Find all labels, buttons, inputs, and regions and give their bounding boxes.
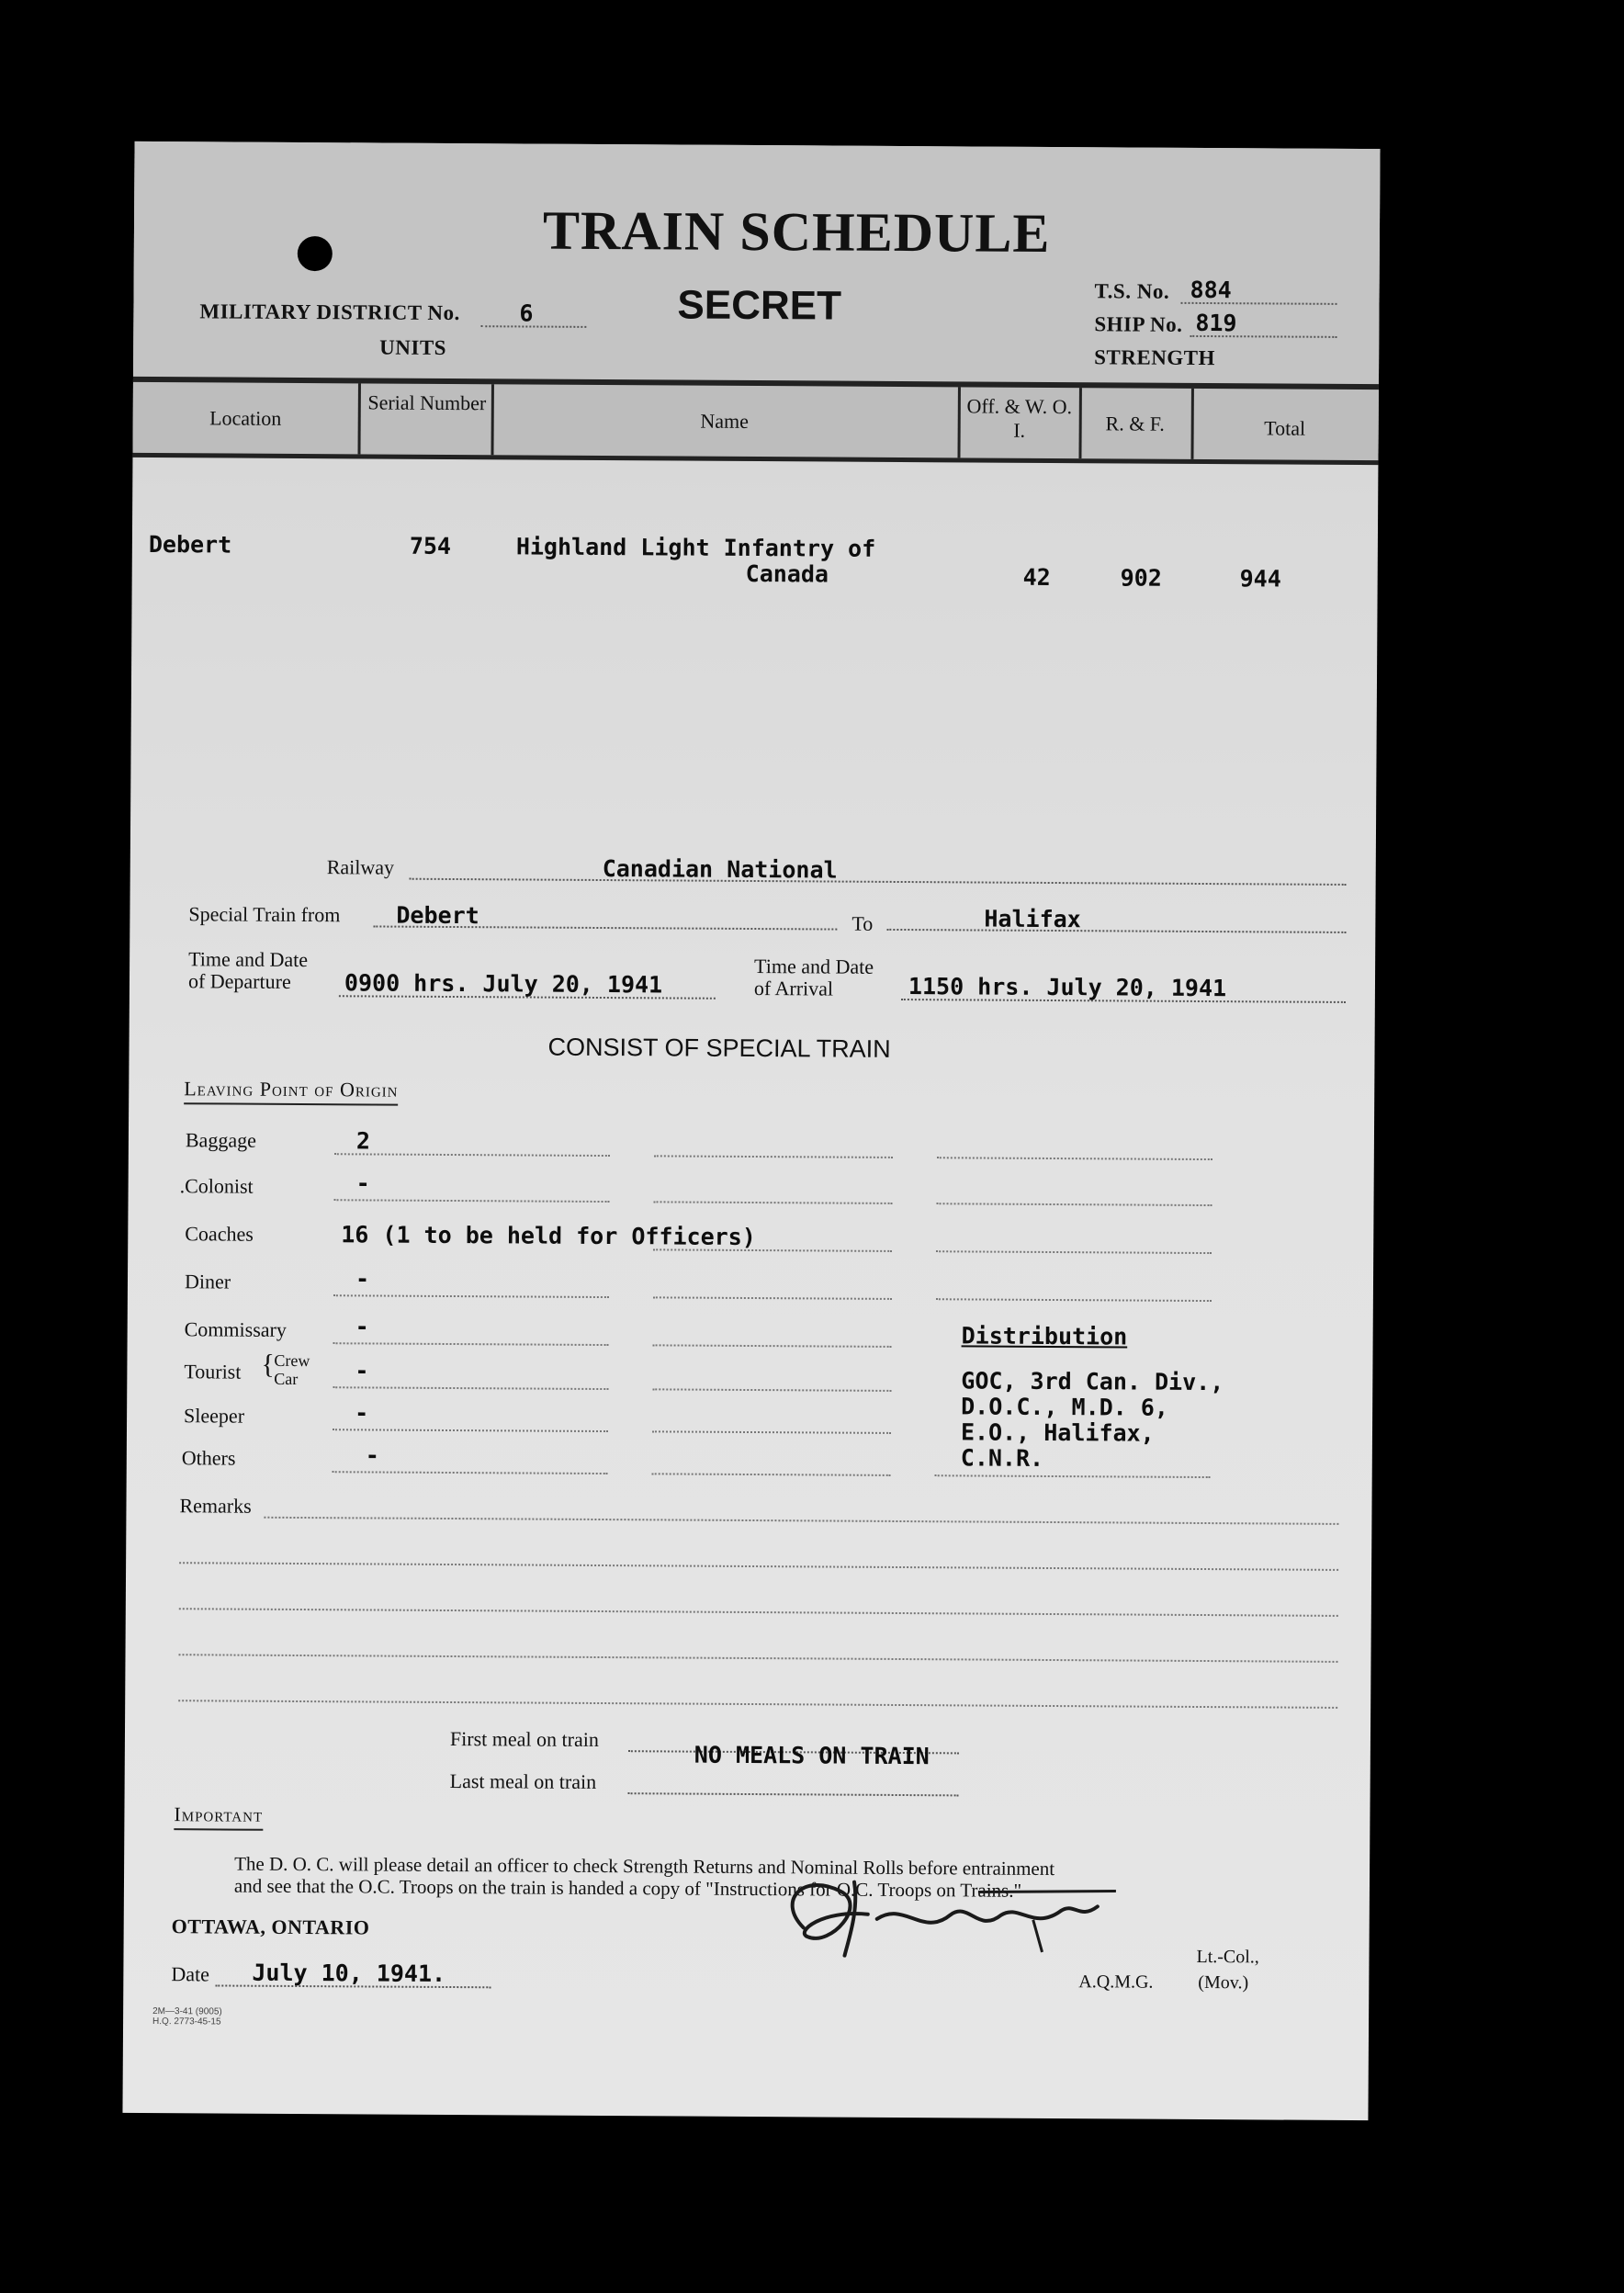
consist-tourist-label: Tourist bbox=[184, 1360, 242, 1384]
table-row-location: Debert bbox=[148, 530, 232, 559]
consist-tourist-value: - bbox=[355, 1357, 369, 1384]
important-text: The D. O. C. will please detail an officer to check Strength Returns and Nominal Rolls before entrainment and see that the O.C. Troops on the train is handed a copy of "Instructions for O.C. Troops on Trains." bbox=[233, 1852, 1055, 1902]
table-row-name-line1: Highland Light Infantry of bbox=[515, 533, 876, 562]
date-label: Date bbox=[171, 1962, 209, 1986]
departure-value: 0900 hrs. July 20, 1941 bbox=[344, 969, 663, 999]
document-title: TRAIN SCHEDULE bbox=[542, 199, 1051, 264]
consist-baggage-label: Baggage bbox=[185, 1128, 256, 1152]
from-label: Special Train from bbox=[188, 902, 341, 927]
table-row-off: 42 bbox=[1022, 563, 1051, 591]
signature bbox=[766, 1863, 1116, 1966]
departure-label: Time and Date of Departure bbox=[187, 947, 309, 993]
railway-label: Railway bbox=[326, 855, 395, 879]
consist-diner-label: Diner bbox=[184, 1270, 231, 1293]
consist-baggage-value: 2 bbox=[355, 1127, 371, 1155]
ts-label: T.S. No. bbox=[1094, 279, 1170, 303]
secret-stamp: SECRET bbox=[677, 282, 842, 329]
date-value: July 10, 1941. bbox=[252, 1959, 446, 1987]
military-district-label: MILITARY DISTRICT No. bbox=[199, 299, 460, 325]
ship-line bbox=[1190, 309, 1336, 338]
ship-label: SHIP No. bbox=[1094, 312, 1183, 336]
distribution-list bbox=[961, 1368, 1224, 1473]
consist-colonist-label: .Colonist bbox=[179, 1174, 254, 1198]
col-rf: R. & F. bbox=[1105, 412, 1165, 435]
consist-heading: CONSIST OF SPECIAL TRAIN bbox=[547, 1033, 891, 1063]
table-row-serial: 754 bbox=[409, 532, 452, 559]
col-location: Location bbox=[209, 406, 282, 430]
aqmg-label: A.Q.M.G. bbox=[1078, 1971, 1154, 1993]
tourist-sub-label: Crew Car bbox=[274, 1350, 310, 1388]
table-header bbox=[132, 377, 1379, 465]
strength-label: STRENGTH bbox=[1094, 345, 1216, 370]
consist-sleeper-value: - bbox=[355, 1399, 369, 1427]
form-code: 2M—3-41 (9005) H.Q. 2773-45-15 bbox=[152, 2006, 222, 2028]
distribution-line: D.O.C., M.D. 6, bbox=[961, 1393, 1169, 1421]
military-district-value: 6 bbox=[519, 299, 534, 327]
arrival-label: Time and Date of Arrival bbox=[753, 954, 874, 1000]
consist-others-label: Others bbox=[181, 1446, 236, 1470]
consist-others-value: - bbox=[365, 1441, 379, 1469]
consist-subheading: Leaving Point of Origin bbox=[184, 1077, 398, 1105]
tourist-brace: { bbox=[261, 1349, 275, 1380]
col-name: Name bbox=[700, 409, 750, 433]
consist-coaches-value: 16 (1 to be held for Officers) bbox=[341, 1221, 756, 1251]
col-total: Total bbox=[1264, 416, 1306, 440]
ts-line bbox=[1181, 276, 1337, 305]
consist-colonist-value: - bbox=[355, 1169, 370, 1197]
consist-commissary-value: - bbox=[355, 1313, 369, 1340]
to-value: Halifax bbox=[984, 905, 1081, 933]
table-row-rf: 902 bbox=[1120, 564, 1162, 592]
consist-coaches-label: Coaches bbox=[185, 1222, 254, 1246]
distribution-line: C.N.R. bbox=[960, 1444, 1044, 1472]
col-serial-number: Serial Number bbox=[367, 390, 487, 415]
document-page bbox=[122, 141, 1380, 2120]
rank-label: Lt.-Col., bbox=[1196, 1946, 1259, 1968]
consist-sleeper-label: Sleeper bbox=[184, 1404, 245, 1428]
consist-commissary-label: Commissary bbox=[184, 1317, 287, 1341]
mov-label: (Mov.) bbox=[1198, 1971, 1249, 1994]
table-row-total: 944 bbox=[1239, 565, 1281, 593]
meals-value: NO MEALS ON TRAIN bbox=[694, 1741, 930, 1770]
place-label: OTTAWA, ONTARIO bbox=[171, 1915, 370, 1939]
punch-hole bbox=[298, 236, 333, 271]
military-district-line bbox=[480, 299, 586, 328]
table-row-name-line2: Canada bbox=[745, 559, 829, 588]
ship-value: 819 bbox=[1195, 309, 1237, 337]
distribution-line: GOC, 3rd Can. Div., bbox=[961, 1367, 1224, 1396]
distribution-line: E.O., Halifax, bbox=[960, 1418, 1155, 1447]
remarks-label: Remarks bbox=[179, 1494, 252, 1518]
distribution-heading: Distribution bbox=[961, 1322, 1128, 1350]
important-heading: Important bbox=[174, 1802, 263, 1831]
col-off-woi: Off. & W. O. I. bbox=[966, 394, 1073, 442]
to-label: To bbox=[851, 911, 874, 935]
first-meal-label: First meal on train bbox=[449, 1727, 599, 1751]
railway-value: Canadian National bbox=[602, 855, 838, 884]
consist-diner-value: - bbox=[355, 1265, 370, 1293]
units-label: UNITS bbox=[379, 335, 447, 359]
last-meal-label: Last meal on train bbox=[449, 1769, 597, 1793]
arrival-value: 1150 hrs. July 20, 1941 bbox=[908, 973, 1227, 1002]
from-value: Debert bbox=[396, 901, 479, 930]
ts-value: 884 bbox=[1190, 276, 1232, 304]
